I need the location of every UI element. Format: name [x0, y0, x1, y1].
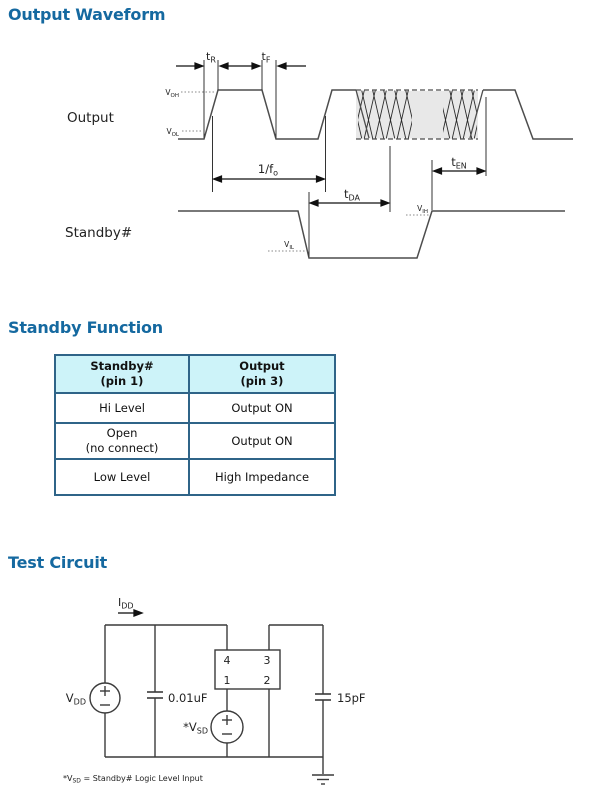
idd-arrow [118, 610, 142, 616]
bypass-capacitor [147, 692, 163, 698]
vsd-label: $*V_{SD}$ [183, 720, 208, 736]
test-circuit-diagram [63, 596, 366, 785]
table-header-row [55, 355, 335, 393]
vsd-source [211, 711, 243, 743]
output-state-cell: High Impedance [189, 459, 335, 495]
table-row [55, 459, 335, 495]
standby-trace [178, 211, 565, 258]
output-state-cell: Output ON [189, 393, 335, 423]
hatch-region [356, 90, 483, 139]
section-heading-test-circuit: Test Circuit [8, 553, 108, 572]
ten-label: $t_{EN}$ [451, 155, 467, 171]
output-waveform-diagram [65, 50, 573, 258]
section-heading-standby-function: Standby Function [8, 318, 163, 337]
output-state-cell: Output ON [189, 423, 335, 459]
pin2-label: 2 [263, 674, 271, 687]
pin3-label: 3 [263, 654, 271, 667]
standby-signal-label: Standby# [65, 225, 133, 241]
vil-label: $V_{IL}$ [284, 240, 294, 251]
vdd-label: $V_{DD}$ [65, 691, 86, 707]
load-capacitor [315, 694, 331, 700]
header-standby-pin1: Standby# (pin 1) [55, 355, 189, 393]
bypass-cap-label: 0.01uF [168, 691, 208, 705]
tda-label: $t_{DA}$ [343, 187, 361, 203]
vih-label: $V_{IH}$ [417, 204, 428, 215]
vdd-source [90, 683, 120, 713]
freq-label: $1/f_o$ [257, 162, 279, 178]
pin4-label: 4 [223, 654, 231, 667]
table-row [55, 393, 335, 423]
idd-label: $I_{DD}$ [118, 596, 134, 611]
header-output-pin3: Output (pin 3) [189, 355, 335, 393]
output-trace [178, 90, 356, 139]
standby-state-cell: Hi Level [55, 393, 189, 423]
tr-label: $t_R$ [206, 50, 216, 65]
circuit-footnote: *VSD = Standby# Logic Level Input [63, 774, 203, 785]
ground-symbol [312, 757, 334, 784]
table-row [55, 423, 335, 459]
load-cap-label: 15pF [337, 691, 366, 705]
standby-state-cell: Low Level [55, 459, 189, 495]
standby-function-table [54, 354, 336, 496]
standby-state-cell: Open (no connect) [55, 423, 189, 459]
output-signal-label: Output [67, 110, 114, 126]
pin1-label: 1 [223, 674, 231, 687]
section-heading-output-waveform: Output Waveform [8, 5, 166, 24]
vol-label: $V_{OL}$ [166, 127, 179, 138]
voh-label: $V_{OH}$ [165, 88, 179, 99]
tf-label: $t_F$ [261, 50, 271, 65]
output-trace-after-hatch [483, 90, 573, 139]
